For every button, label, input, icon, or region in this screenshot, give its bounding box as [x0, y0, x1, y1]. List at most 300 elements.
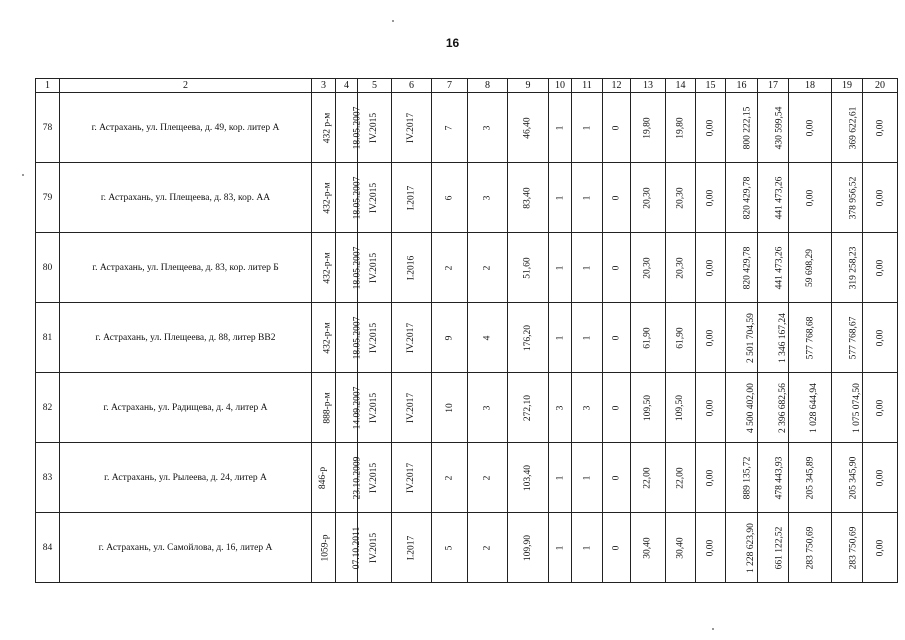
table-cell-col-10 [549, 163, 572, 233]
table-cell-col-14 [666, 303, 696, 373]
table-cell-col-15 [696, 513, 726, 583]
table-cell-col-18 [789, 373, 832, 443]
cell-value: 0,00 [705, 119, 716, 136]
cell-value: 1 [555, 475, 565, 480]
cell-value: 2 [444, 475, 455, 480]
column-header-5: 5 [358, 79, 392, 93]
cell-value: 378 956,52 [848, 176, 859, 219]
cell-value: I.2017 [406, 535, 417, 560]
cell-value: 888-р-м [322, 391, 333, 424]
cell-value: 22,00 [675, 466, 686, 489]
cell-value: 0,00 [875, 119, 885, 136]
cell-value: IV.2017 [406, 462, 417, 493]
table-cell-col-1: 78 [36, 93, 60, 163]
table-cell-col-1: 82 [36, 373, 60, 443]
table-cell-col-8 [468, 163, 508, 233]
cell-value: 18.05.2007 [352, 246, 363, 289]
table-cell-col-19 [832, 373, 863, 443]
cell-value: 1059-р [320, 534, 331, 561]
table-cell-col-5 [358, 373, 392, 443]
column-header-11: 11 [572, 79, 603, 93]
table-cell-col-10 [549, 303, 572, 373]
cell-value: 0,00 [875, 399, 885, 416]
table-cell-col-11 [572, 93, 603, 163]
table-cell-col-7 [432, 233, 468, 303]
column-header-10: 10 [549, 79, 572, 93]
table-cell-col-1: 81 [36, 303, 60, 373]
cell-value: 432-р-м [322, 181, 333, 214]
cell-value: 369 622,61 [848, 106, 859, 149]
table-cell-col-4 [336, 443, 363, 513]
table-cell-col-18 [789, 443, 832, 513]
table-cell-col-7 [432, 303, 468, 373]
table-cell-col-8 [468, 373, 508, 443]
column-header-2: 2 [60, 79, 312, 93]
table-cell-col-1: 83 [36, 443, 60, 513]
cell-value: 820 429,78 [742, 176, 753, 219]
table-cell-col-11 [572, 303, 603, 373]
cell-value: 846-р [318, 466, 329, 489]
table-cell-col-20 [863, 373, 898, 443]
column-header-18: 18 [789, 79, 832, 93]
table-cell-col-9 [508, 163, 549, 233]
table-cell-col-12 [603, 163, 631, 233]
table-cell-col-2: г. Астрахань, ул. Плещеева, д. 49, кор. литер А [60, 93, 312, 163]
cell-value: IV.2015 [369, 182, 380, 213]
table-cell-col-2: г. Астрахань, ул. Плещеева, д. 83, кор. АА [60, 163, 312, 233]
table-cell-col-8 [468, 233, 508, 303]
cell-value: 19,80 [643, 116, 653, 139]
cell-value: 1 [555, 265, 565, 270]
table-cell-col-20 [863, 513, 898, 583]
cell-value: IV.2017 [406, 322, 417, 353]
cell-value: 0 [611, 545, 622, 550]
table-cell-col-4 [336, 303, 363, 373]
cell-value: 2 396 682,56 [777, 382, 788, 433]
table-cell-col-19 [832, 163, 863, 233]
table-row [36, 303, 898, 373]
table-cell-col-13 [631, 303, 666, 373]
table-cell-col-9 [508, 443, 549, 513]
table-cell-col-4 [336, 93, 363, 163]
cell-value: 51,60 [523, 256, 533, 279]
table-cell-col-15 [696, 373, 726, 443]
cell-value: 176,20 [523, 324, 533, 351]
cell-value: 07.10.2011 [352, 526, 363, 569]
column-header-8: 8 [468, 79, 508, 93]
cell-value: 432-р-м [322, 251, 333, 284]
table-cell-col-10 [549, 93, 572, 163]
table-cell-col-13 [631, 233, 666, 303]
cell-value: 18.05.2007 [352, 106, 363, 149]
table-row [36, 443, 898, 513]
cell-value: 30,40 [675, 536, 686, 559]
table-cell-col-7 [432, 443, 468, 513]
cell-value: 61,90 [675, 326, 686, 349]
cell-value: 432 р-м [322, 112, 333, 143]
table-cell-col-5 [358, 443, 392, 513]
cell-value: I.2017 [406, 185, 417, 210]
table-cell-col-6 [392, 443, 432, 513]
cell-value: 820 429,78 [742, 246, 753, 289]
table-cell-col-20 [863, 163, 898, 233]
table-cell-col-13 [631, 513, 666, 583]
table-cell-col-3 [312, 93, 336, 163]
table-cell-col-16 [726, 93, 758, 163]
cell-value: 2 [444, 265, 455, 270]
cell-value: 2 501 704,59 [745, 312, 756, 363]
table-cell-col-6 [392, 303, 432, 373]
table-cell-col-18 [789, 513, 832, 583]
cell-value: 1 228 623,90 [745, 522, 756, 573]
table-cell-col-20 [863, 303, 898, 373]
table-cell-col-5 [358, 163, 392, 233]
cell-value: 4 [482, 335, 493, 340]
table-row [36, 513, 898, 583]
table-cell-col-2: г. Астрахань, ул. Радищева, д. 4, литер А [60, 373, 312, 443]
table-cell-col-18 [789, 163, 832, 233]
cell-value: 1 [555, 195, 565, 200]
table-cell-col-16 [726, 443, 758, 513]
cell-value: 0 [611, 265, 622, 270]
cell-value: 20,30 [675, 256, 686, 279]
scan-speck [392, 20, 394, 22]
cell-value: 1 075 074,50 [851, 382, 862, 433]
table-cell-col-3 [312, 163, 336, 233]
cell-value: 14.09.2007 [352, 386, 363, 429]
cell-value: 205 345,89 [805, 456, 816, 499]
cell-value: 2 [482, 545, 493, 550]
cell-value: 1 [582, 125, 592, 130]
cell-value: 5 [444, 545, 455, 550]
table-cell-col-3 [312, 513, 336, 583]
page-number: 16 [445, 36, 460, 50]
cell-value: 0,00 [805, 189, 815, 206]
table-cell-col-10 [549, 373, 572, 443]
table-cell-col-19 [832, 513, 863, 583]
cell-value: 0,00 [705, 259, 716, 276]
cell-value: 577 768,68 [805, 316, 816, 359]
table-cell-col-17 [758, 163, 789, 233]
column-header-1: 1 [36, 79, 60, 93]
cell-value: IV.2017 [406, 112, 417, 143]
column-header-15: 15 [696, 79, 726, 93]
cell-value: 577 768,67 [848, 316, 859, 359]
cell-value: 0,00 [705, 399, 716, 416]
cell-value: 1 [582, 475, 592, 480]
cell-value: 0,00 [875, 189, 885, 206]
table-cell-col-6 [392, 513, 432, 583]
cell-value: 1 [582, 545, 592, 550]
cell-value: 109,50 [643, 394, 653, 421]
cell-value: 432-р-м [322, 321, 333, 354]
table-cell-col-14 [666, 443, 696, 513]
header-row [36, 79, 898, 93]
cell-value: 0 [611, 125, 622, 130]
table-cell-col-17 [758, 443, 789, 513]
table-cell-col-4 [336, 513, 363, 583]
table-cell-col-16 [726, 163, 758, 233]
cell-value: 1 [555, 335, 565, 340]
table-cell-col-16 [726, 233, 758, 303]
table-cell-col-10 [549, 233, 572, 303]
table-cell-col-16 [726, 373, 758, 443]
table-cell-col-1: 84 [36, 513, 60, 583]
table-cell-col-6 [392, 233, 432, 303]
table-cell-col-16 [726, 303, 758, 373]
scan-speck [22, 174, 24, 176]
cell-value: 319 258,23 [848, 246, 859, 289]
table-cell-col-5 [358, 93, 392, 163]
cell-value: 2 [482, 265, 493, 270]
table-cell-col-8 [468, 303, 508, 373]
cell-value: 1 [582, 195, 592, 200]
table-cell-col-12 [603, 513, 631, 583]
table-cell-col-15 [696, 163, 726, 233]
data-table [35, 78, 898, 583]
table-cell-col-5 [358, 233, 392, 303]
table-row [36, 163, 898, 233]
table-cell-col-9 [508, 513, 549, 583]
cell-value: 0,00 [875, 539, 885, 556]
cell-value: 0,00 [805, 119, 815, 136]
cell-value: 3 [482, 195, 493, 200]
cell-value: 20,30 [643, 256, 653, 279]
table-cell-col-12 [603, 233, 631, 303]
cell-value: 18.05.2007 [352, 316, 363, 359]
cell-value: 283 750,69 [805, 526, 816, 569]
table-cell-col-13 [631, 443, 666, 513]
cell-value: 1 [555, 125, 565, 130]
table-cell-col-13 [631, 373, 666, 443]
cell-value: 1 028 644,94 [808, 382, 819, 433]
column-header-6: 6 [392, 79, 432, 93]
cell-value: 205 345,90 [848, 456, 859, 499]
cell-value: I.2016 [406, 255, 417, 280]
cell-value: 0 [611, 195, 622, 200]
cell-value: 0,00 [875, 469, 885, 486]
cell-value: 0,00 [875, 259, 885, 276]
table-cell-col-19 [832, 233, 863, 303]
cell-value: 441 473,26 [774, 176, 785, 219]
cell-value: IV.2015 [369, 112, 380, 143]
cell-value: 441 473,26 [774, 246, 785, 289]
table-cell-col-1: 79 [36, 163, 60, 233]
table-cell-col-12 [603, 443, 631, 513]
table-cell-col-9 [508, 373, 549, 443]
table-cell-col-2: г. Астрахань, ул. Самойлова, д. 16, литер А [60, 513, 312, 583]
table-cell-col-14 [666, 93, 696, 163]
cell-value: 59 698,29 [805, 248, 815, 287]
table-cell-col-17 [758, 233, 789, 303]
cell-value: 0,00 [705, 539, 716, 556]
table-cell-col-12 [603, 373, 631, 443]
table-cell-col-13 [631, 93, 666, 163]
cell-value: 20,30 [675, 186, 686, 209]
cell-value: IV.2015 [369, 532, 380, 563]
table-cell-col-6 [392, 163, 432, 233]
table-cell-col-7 [432, 513, 468, 583]
table-cell-col-19 [832, 443, 863, 513]
table-cell-col-14 [666, 373, 696, 443]
table-cell-col-7 [432, 163, 468, 233]
table-cell-col-20 [863, 93, 898, 163]
column-header-14: 14 [666, 79, 696, 93]
column-header-12: 12 [603, 79, 631, 93]
column-header-9: 9 [508, 79, 549, 93]
table-cell-col-17 [758, 93, 789, 163]
cell-value: 272,10 [523, 394, 533, 421]
cell-value: 18.05.2007 [352, 176, 363, 219]
cell-value: 3 [582, 405, 592, 410]
table-cell-col-15 [696, 233, 726, 303]
table-row [36, 93, 898, 163]
cell-value: 23.10.2009 [352, 456, 363, 499]
table-cell-col-12 [603, 93, 631, 163]
table-cell-col-2: г. Астрахань, ул. Плещеева, д. 88, литер ВВ2 [60, 303, 312, 373]
table-cell-col-11 [572, 163, 603, 233]
table-cell-col-5 [358, 303, 392, 373]
cell-value: 478 443,93 [774, 456, 785, 499]
table-cell-col-15 [696, 443, 726, 513]
table-cell-col-15 [696, 93, 726, 163]
table-cell-col-18 [789, 93, 832, 163]
table-cell-col-5 [358, 513, 392, 583]
table-cell-col-8 [468, 443, 508, 513]
table-cell-col-20 [863, 233, 898, 303]
cell-value: 800 222,15 [742, 106, 753, 149]
cell-value: 61,90 [643, 326, 653, 349]
cell-value: 2 [482, 475, 493, 480]
table-cell-col-7 [432, 93, 468, 163]
table-cell-col-17 [758, 373, 789, 443]
cell-value: 0 [611, 475, 622, 480]
table-cell-col-14 [666, 513, 696, 583]
cell-value: 20,30 [643, 186, 653, 209]
table-cell-col-14 [666, 233, 696, 303]
cell-value: IV.2015 [369, 252, 380, 283]
cell-value: 0,00 [705, 189, 716, 206]
cell-value: 4 500 402,00 [745, 382, 756, 433]
cell-value: 0 [611, 335, 622, 340]
table-cell-col-14 [666, 163, 696, 233]
table-cell-col-6 [392, 93, 432, 163]
table-cell-col-11 [572, 513, 603, 583]
table-cell-col-3 [312, 443, 336, 513]
table-cell-col-4 [336, 233, 363, 303]
table-cell-col-6 [392, 373, 432, 443]
table-cell-col-4 [336, 163, 363, 233]
cell-value: IV.2015 [369, 392, 380, 423]
table-cell-col-17 [758, 513, 789, 583]
table-cell-col-10 [549, 513, 572, 583]
cell-value: 109,90 [523, 534, 533, 561]
table-cell-col-8 [468, 513, 508, 583]
table-cell-col-2: г. Астрахань, ул. Плещеева, д. 83, кор. литер Б [60, 233, 312, 303]
table-cell-col-10 [549, 443, 572, 513]
table-row [36, 233, 898, 303]
cell-value: 430 599,54 [774, 106, 785, 149]
cell-value: 109,50 [675, 394, 686, 421]
cell-value: 1 [582, 335, 592, 340]
table-cell-col-9 [508, 303, 549, 373]
cell-value: 103,40 [523, 464, 533, 491]
cell-value: 1 [582, 265, 592, 270]
table-cell-col-19 [832, 93, 863, 163]
table-cell-col-17 [758, 303, 789, 373]
cell-value: 6 [444, 195, 455, 200]
cell-value: 22,00 [643, 466, 653, 489]
column-header-17: 17 [758, 79, 789, 93]
cell-value: IV.2017 [406, 392, 417, 423]
cell-value: 10 [444, 402, 455, 413]
column-header-19: 19 [832, 79, 863, 93]
cell-value: 0,00 [705, 329, 716, 346]
table-cell-col-12 [603, 303, 631, 373]
cell-value: 1 [555, 545, 565, 550]
cell-value: 7 [444, 125, 455, 130]
cell-value: 889 135,72 [742, 456, 753, 499]
cell-value: 19,80 [675, 116, 686, 139]
table-cell-col-15 [696, 303, 726, 373]
column-header-3: 3 [312, 79, 336, 93]
table-cell-col-18 [789, 233, 832, 303]
table-cell-col-13 [631, 163, 666, 233]
table-cell-col-11 [572, 443, 603, 513]
cell-value: 0,00 [875, 329, 885, 346]
cell-value: 3 [482, 405, 493, 410]
table-cell-col-3 [312, 373, 336, 443]
table-cell-col-7 [432, 373, 468, 443]
column-header-7: 7 [432, 79, 468, 93]
cell-value: 661 122,52 [774, 526, 785, 569]
table-body [36, 93, 898, 583]
scan-speck [712, 628, 714, 630]
table-cell-col-20 [863, 443, 898, 513]
column-header-4: 4 [336, 79, 358, 93]
table-cell-col-11 [572, 233, 603, 303]
table-cell-col-9 [508, 93, 549, 163]
table-cell-col-3 [312, 303, 336, 373]
table-cell-col-9 [508, 233, 549, 303]
column-header-16: 16 [726, 79, 758, 93]
column-header-20: 20 [863, 79, 898, 93]
cell-value: 83,40 [523, 186, 533, 209]
table-cell-col-8 [468, 93, 508, 163]
cell-value: 3 [555, 405, 565, 410]
table-cell-col-1: 80 [36, 233, 60, 303]
table-cell-col-2: г. Астрахань, ул. Рылеева, д. 24, литер А [60, 443, 312, 513]
cell-value: 3 [482, 125, 493, 130]
cell-value: 283 750,69 [848, 526, 859, 569]
cell-value: 0,00 [705, 469, 716, 486]
cell-value: 30,40 [643, 536, 653, 559]
cell-value: IV.2015 [369, 322, 380, 353]
column-header-13: 13 [631, 79, 666, 93]
table-cell-col-3 [312, 233, 336, 303]
table-cell-col-4 [336, 373, 363, 443]
cell-value: 46,40 [523, 116, 533, 139]
table-cell-col-11 [572, 373, 603, 443]
table-cell-col-16 [726, 513, 758, 583]
cell-value: 9 [444, 335, 455, 340]
cell-value: IV.2015 [369, 462, 380, 493]
cell-value: 0 [611, 405, 622, 410]
table-row [36, 373, 898, 443]
table-cell-col-19 [832, 303, 863, 373]
table-cell-col-18 [789, 303, 832, 373]
cell-value: 1 346 167,24 [777, 312, 788, 363]
